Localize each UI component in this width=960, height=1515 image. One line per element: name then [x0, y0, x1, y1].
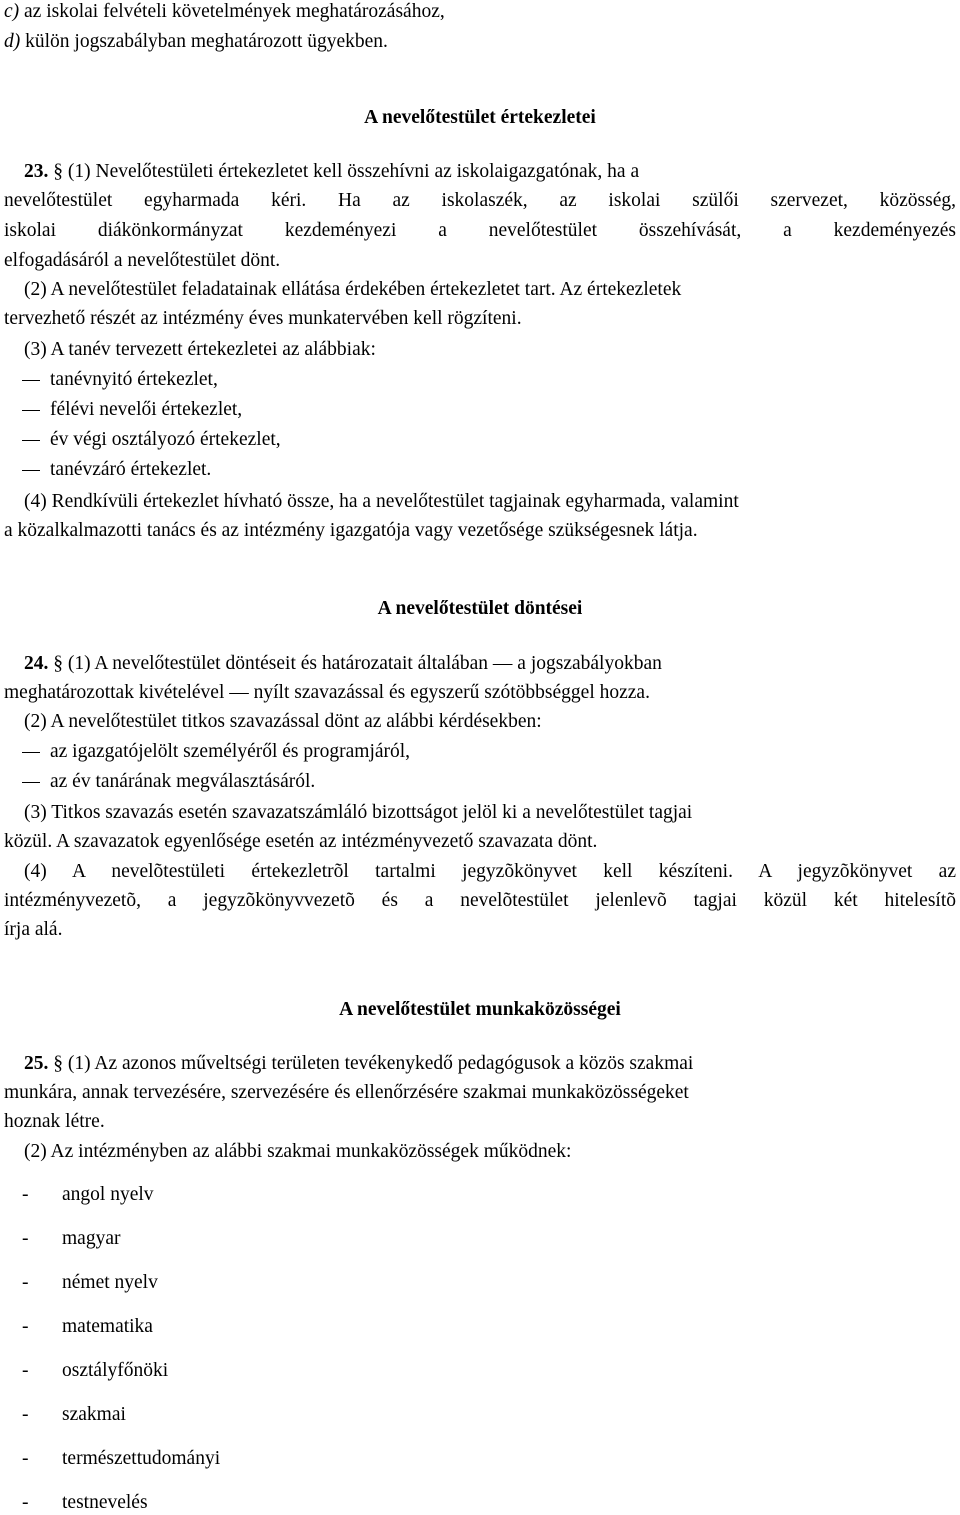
hyphen-bullet: - — [22, 1272, 29, 1293]
s24-p3a: (3) Titkos szavazás esetén szavazatszámláló bizottságot jelöl ki a nevelőtestület tagjai — [24, 802, 693, 823]
list-item: tanévzáró értekezlet. — [4, 458, 211, 482]
s24-line2: meghatározottak kivételével — nyílt szavazással és egyszerű szótöbbséggel hozza. — [4, 682, 650, 703]
dash-bullet-icon — [22, 368, 50, 392]
s23-line3: iskolai diákönkormányzat kezdeményezi a nevelőtestület összehívását, a kezdeményezés — [4, 220, 956, 241]
s23-p2b: tervezhető részét az intézmény éves munkatervében kell rögzíteni. — [4, 308, 522, 329]
s24-line1: 24. § (1) A nevelőtestület döntéseit és határozatait általában — a jogszabályokban — [24, 653, 662, 674]
s25-p2: (2) Az intézményben az alábbi szakmai munkaközösségek működnek: — [24, 1141, 572, 1162]
s24-p2: (2) A nevelőtestület titkos szavazással dönt az alábbi kérdésekben: — [24, 711, 542, 732]
list-item: az igazgatójelölt személyéről és programjáról, — [4, 740, 410, 764]
s23-line2: nevelőtestület egyharmada kéri. Ha az iskolaszék, az iskolai szülői szervezet, közösség, — [4, 190, 956, 211]
s24-p4a: (4) A nevelõtestületi értekezletrõl tartalmi jegyzõkönyvet kell készíteni. A jegyzõkönyvet az — [24, 861, 956, 882]
list-item: az év tanárának megválasztásáról. — [4, 770, 315, 794]
dash-bullet-icon — [22, 458, 50, 482]
hyphen-bullet: - — [22, 1316, 29, 1337]
s23-p2a: (2) A nevelőtestület feladatainak ellátása érdekében értekezletet tart. Az értekezletek — [24, 279, 682, 300]
section-sign: § — [53, 1053, 63, 1074]
section-heading-dontesei: A nevelőtestület döntései — [377, 598, 583, 619]
section-heading-ertekezletei: A nevelőtestület értekezletei — [364, 107, 596, 128]
item-d — [4, 30, 388, 54]
item-d-label: d) — [4, 31, 21, 52]
s24-p4c: írja alá. — [4, 919, 63, 940]
list-item: - magyar — [22, 1228, 121, 1249]
item-c-text: az iskolai felvételi követelmények meghatározásához, — [19, 1, 445, 22]
hyphen-bullet: - — [22, 1404, 29, 1425]
section-sign: § — [53, 161, 63, 182]
list-item: - testnevelés — [22, 1492, 148, 1513]
hyphen-bullet: - — [22, 1492, 29, 1513]
hyphen-bullet: - — [22, 1360, 29, 1381]
list-item: - osztályfőnöki — [22, 1360, 169, 1381]
item-c — [4, 0, 445, 24]
s24-p3b: közül. A szavazatok egyenlősége esetén az intézményvezető szavazata dönt. — [4, 831, 598, 852]
list-item: - angol nyelv — [22, 1184, 154, 1205]
item-c-label: c) — [4, 1, 20, 22]
hyphen-bullet: - — [22, 1448, 29, 1469]
s23-p3: (3) A tanév tervezett értekezletei az alábbiak: — [24, 339, 376, 360]
list-item: - matematika — [22, 1316, 153, 1337]
dash-bullet-icon — [22, 428, 50, 452]
section-heading-munkakozossegei: A nevelőtestület munkaközösségei — [339, 999, 621, 1020]
s25-line3: hoznak létre. — [4, 1111, 105, 1132]
s23-p4b: a közalkalmazotti tanács és az intézmény igazgatója vagy vezetősége szükségesnek látja. — [4, 520, 698, 541]
hyphen-bullet: - — [22, 1184, 29, 1205]
list-item: - természettudományi — [22, 1448, 221, 1469]
s23-line1: 23. § (1) Nevelőtestületi értekezletet kell összehívni az iskolaigazgatónak, ha a — [24, 161, 640, 182]
dash-bullet-icon — [22, 770, 50, 794]
hyphen-bullet: - — [22, 1228, 29, 1249]
dash-bullet-icon — [22, 740, 50, 764]
item-d-text: külön jogszabályban meghatározott ügyekben. — [20, 31, 388, 52]
list-item: - szakmai — [22, 1404, 126, 1425]
list-item: félévi nevelői értekezlet, — [4, 398, 242, 422]
s25-line1: 25. § (1) Az azonos műveltségi területen tevékenykedő pedagógusok a közös szakmai — [24, 1053, 694, 1074]
list-item: - német nyelv — [22, 1272, 158, 1293]
section-sign: § — [53, 653, 63, 674]
s25-line2: munkára, annak tervezésére, szervezésére és ellenőrzésére szakmai munkaközösségeket — [4, 1082, 689, 1103]
s23-p4a: (4) Rendkívüli értekezlet hívható össze, ha a nevelőtestület tagjainak egyharmada, valamint — [24, 491, 739, 512]
list-item: tanévnyitó értekezlet, — [4, 368, 218, 392]
dash-bullet-icon — [22, 398, 50, 422]
list-item: év végi osztályozó értekezlet, — [4, 428, 281, 452]
s24-p4b: intézményvezetõ, a jegyzõkönyvvezetõ és a nevelõtestület jelenlevõ tagjai közül két hitelesítõ — [4, 890, 956, 911]
s23-line4: elfogadásáról a nevelőtestület dönt. — [4, 250, 281, 271]
